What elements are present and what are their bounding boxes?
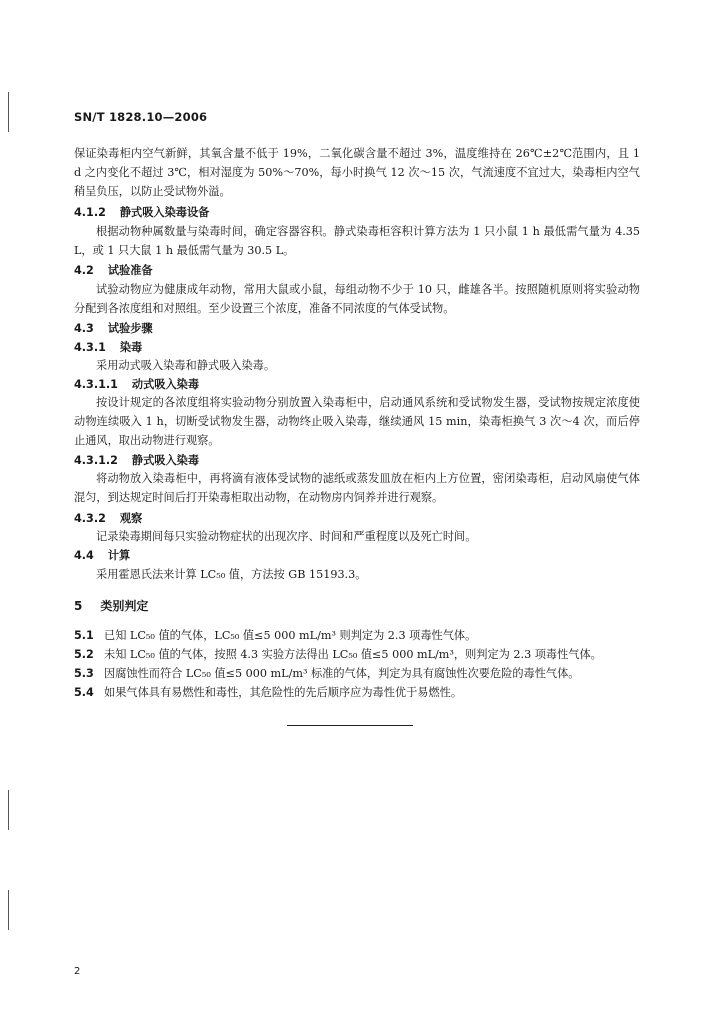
binding-mark [8, 92, 9, 132]
section-number: 4.3.2 [74, 512, 106, 525]
section-number: 4.3.1 [74, 341, 106, 354]
section-body-4-3-1-2 [74, 469, 640, 507]
section-title: 静式吸入染毒 [131, 454, 200, 467]
section-body-4-2 [74, 280, 640, 318]
section-title: 静式吸入染毒设备 [119, 206, 210, 219]
section-text: 采用动式吸入染毒和静式吸入染毒。 [96, 359, 276, 372]
binding-mark [8, 790, 9, 830]
section-text: 试验动物应为健康成年动物，常用大鼠或小鼠，每组动物不少于 10 只，雌雄各半。按照随机原则将实验动物分配到各浓度组和对照组。至少设置三个浓度，准备不同浓度的气体受试物。 [74, 283, 640, 315]
document-id-header: SN/T 1828.10—2006 [74, 110, 208, 124]
section-body-4-3-1 [74, 356, 640, 375]
section-number: 4.4 [74, 549, 94, 562]
binding-mark [8, 890, 9, 930]
section-number: 4.3.1.2 [74, 454, 118, 467]
clause-5-1 [74, 627, 644, 643]
section-title: 试验步骤 [107, 322, 153, 335]
section-heading-4-3-1-2 [74, 452, 199, 468]
section-title: 动式吸入染毒 [131, 378, 200, 391]
clause-text: 如果气体具有易燃性和毒性，其危险性的先后顺序应为毒性优于易燃性。 [104, 686, 463, 699]
section-text: 记录染毒期间每只实验动物症状的出现次序、时间和严重程度以及死亡时间。 [96, 530, 477, 543]
section-heading-4-1-2 [74, 204, 209, 220]
section-title: 计算 [107, 549, 131, 562]
section-heading-4-3 [74, 320, 153, 336]
clause-text: 已知 LC₅₀ 值的气体，LC₅₀ 值≤5 000 mL/m³ 则判定为 2.3 项毒性气体。 [104, 629, 477, 642]
section-text: 采用霍恩氏法来计算 LC₅₀ 值，方法按 GB 15193.3。 [96, 568, 367, 581]
clause-text: 未知 LC₅₀ 值的气体，按照 4.3 实验方法得出 LC₅₀ 值≤5 000 mL/m³，则判定为 2.3 项毒性气体。 [104, 648, 602, 661]
section-heading-4-3-1-1 [74, 376, 199, 392]
section-heading-4-4 [74, 547, 130, 563]
intro-paragraph [74, 144, 640, 201]
section-title: 类别判定 [100, 599, 149, 613]
end-divider [287, 725, 413, 726]
section-heading-4-3-1 [74, 339, 142, 355]
section-body-4-4 [74, 565, 640, 584]
section-title: 观察 [119, 512, 143, 525]
section-text: 根据动物种属数量与染毒时间，确定容器容积。静式染毒柜容积计算方法为 1 只小鼠 1 h 最低需气量为 4.35 L，或 1 只大鼠 1 h 最低需气量为 30.5 L。 [74, 225, 640, 257]
section-title: 试验准备 [107, 264, 153, 277]
section-heading-4-3-2 [74, 510, 142, 526]
section-body-4-1-2 [74, 222, 640, 260]
section-number: 4.3 [74, 322, 94, 335]
section-text: 将动物放入染毒柜中，再将滴有液体受试物的滤纸或蒸发皿放在柜内上方位置，密闭染毒柜，启动风扇使气体混匀，到达规定时间后打开染毒柜取出动物，在动物房内饲养并进行观察。 [74, 472, 640, 504]
clause-text: 因腐蚀性而符合 LC₅₀ 值≤5 000 mL/m³ 标准的气体，判定为具有腐蚀性次要危险的毒性气体。 [104, 667, 580, 680]
section-text: 按设计规定的各浓度组将实验动物分别放置入染毒柜中，启动通风系统和受试物发生器，受试物按规定浓度使动物连续吸入 1 h，切断受试物发生器，动物终止吸入染毒，继续通风 15 min，染毒柜换气 3 次～4 次，而后停止通风，取出动物进行观察。 [74, 396, 640, 447]
clause-5-4 [74, 684, 644, 700]
section-body-4-3-2 [74, 527, 640, 546]
intro-text: 保证染毒柜内空气新鲜，其氧含量不低于 19%，二氧化碳含量不超过 3%，温度维持在 26℃±2℃范围内，且 1 d 之内变化不超过 3℃，相对湿度为 50%～70%，每小时换气 12 次～15 次，气流速度不宜过大，染毒柜内空气稍呈负压，以防止受试物外溢。 [74, 147, 640, 198]
section-number: 5 [74, 599, 83, 613]
clause-number: 5.1 [74, 629, 94, 642]
page-number: 2 [74, 966, 81, 977]
clause-5-2 [74, 646, 644, 662]
clause-number: 5.4 [74, 686, 94, 699]
section-heading-4-2 [74, 262, 153, 278]
clause-number: 5.2 [74, 648, 94, 661]
section-number: 4.3.1.1 [74, 378, 118, 391]
clause-5-3 [74, 665, 644, 681]
section-body-4-3-1-1 [74, 393, 640, 450]
section-number: 4.2 [74, 264, 94, 277]
section-title: 染毒 [119, 341, 143, 354]
clause-number: 5.3 [74, 667, 94, 680]
section-number: 4.1.2 [74, 206, 106, 219]
section-heading-5 [74, 597, 148, 614]
